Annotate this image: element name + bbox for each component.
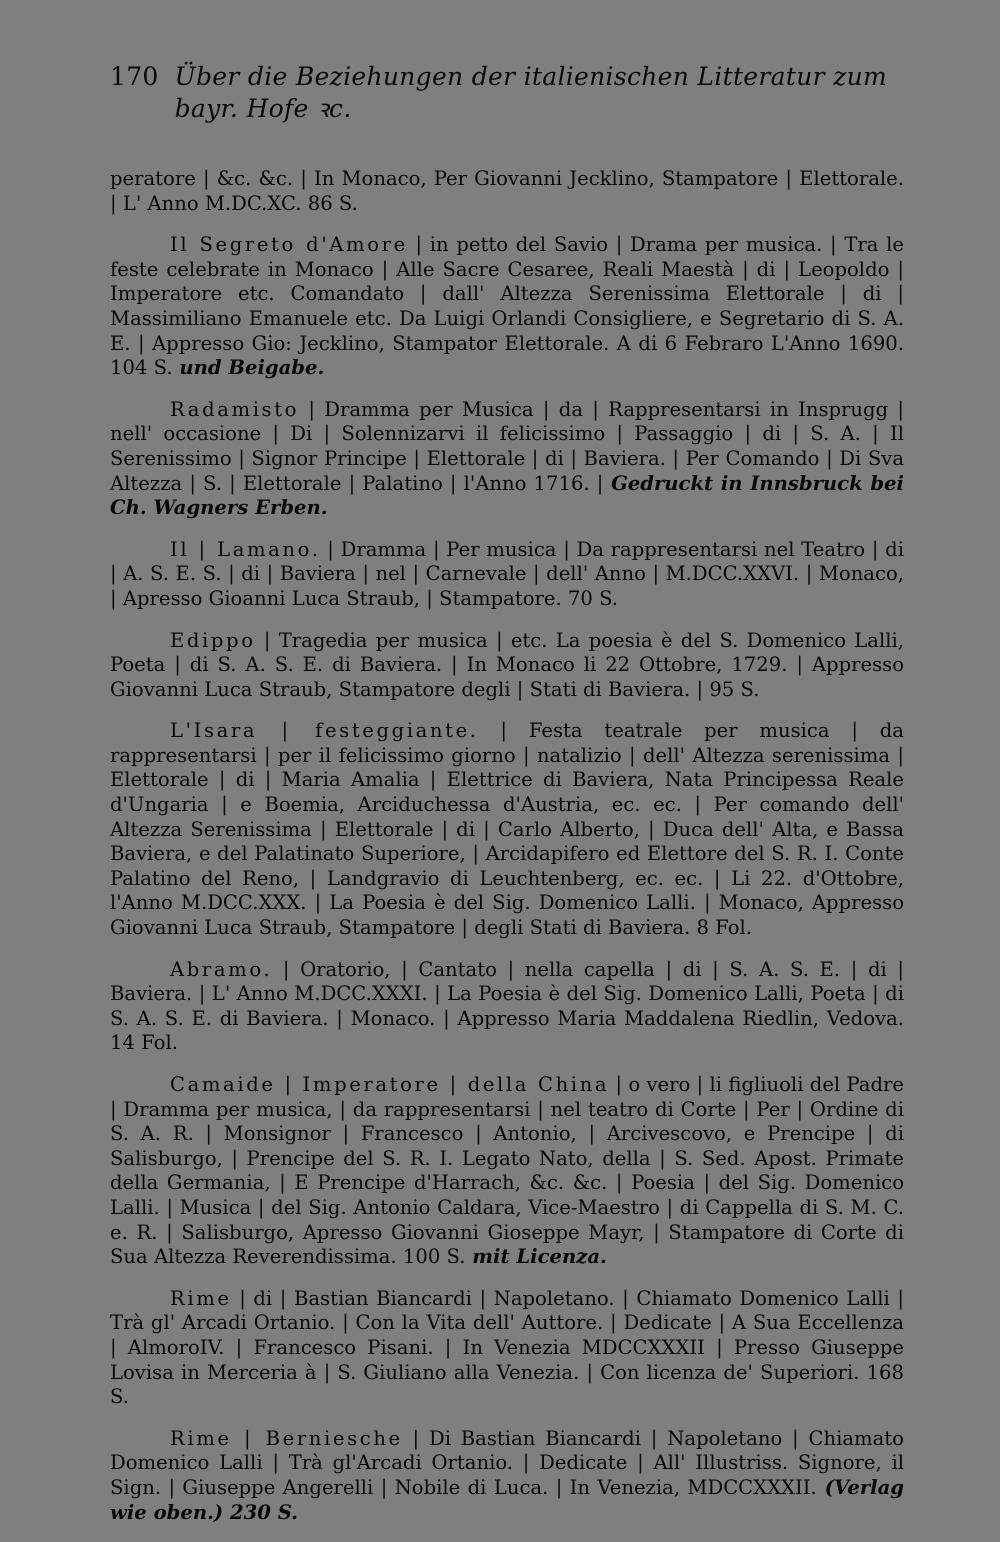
running-head [110, 62, 904, 125]
entry-title: Abramo. [170, 957, 273, 981]
entry-edippo [110, 629, 904, 703]
entry-title: Il | Lamano. [170, 537, 321, 561]
entry-segreto-amore [110, 233, 904, 381]
entry-title: Radamisto [170, 397, 300, 421]
entry-note: und Beigabe. [172, 356, 325, 380]
page-number: 170 [110, 62, 159, 91]
entry-text: | Festa teatrale per musica | da rappresentarsi | per il felicissimo giorno | natalizio | dell' Altezza serenissima | Elettorale | di | Maria Amalia | Elettrice di Baviera, Nata Principessa Reale d'Ungaria | e Boemia, Arciduchessa d'Austria, ec. ec. | Per comando dell' Altezza Serenissima | Elettorale | di | Carlo Alberto, | Duca dell' Alta, e Bassa Baviera, e del Palatinato Superiore, | Arcidapifero ed Elettore del S. R. I. Conte Palatino del Reno, | Landgravio di Leuchtenberg, ec. ec. | Li 22. d'Ottobre, l'Anno M.DCC.XXX. | La Poesia è del Sig. Domenico Lalli. | Monaco, Appresso Giovanni Luca Straub, Stampatore | degli Stati di Baviera. 8 Fol. [110, 719, 904, 940]
entry-text: | in petto del Savio | Drama per musica. | Tra le feste celebrate in Monaco | Alle Sacre Cesaree, Reali Maestà | di | Leopoldo | Imperatore etc. Comandato | dall' Altezza Serenissima Elettorale | di | Massimiliano Emanuele etc. Da Luigi Orlandi Consigliere, e Segretario di S. A. E. | Appresso Gio: Jecklino, Stampator Elettorale. A di 6 Febraro L'Anno 1690. 104 S. [110, 233, 904, 380]
entry-text: | Di Bastian Biancardi | Napoletano | Chiamato Domenico Lalli | Trà gl'Arcadi Ortanio. | Dedicate | All' Illustriss. Signore, il Sign. | Giuseppe Angerelli | Nobile di Luca. | In Venezia, MDCCXXXII. [110, 1426, 904, 1499]
entry-title: Il Segreto d'Amore [170, 233, 408, 257]
entry-text: | Dramma | Per musica | Da rappresentarsi nel Teatro | di | A. S. E. S. | di | Baviera | nel | Carnevale | dell' Anno | M.DCC.XXVI. | Monaco, | Apresso Gioanni Luca Straub, | Stampatore. 70 S. [110, 537, 904, 610]
entry-title: Camaide | Imperatore | della China [170, 1073, 610, 1096]
entry-title: Rime [170, 1286, 232, 1310]
entry-title: Edippo [170, 628, 256, 652]
entry-text: | di | Bastian Biancardi | Napoletano. | Chiamato Domenico Lalli | Trà gl' Arcadi Ortanio. | Con la Vita dell' Auttore. | Dedicate | A Sua Eccellenza | AlmoroIV. | Francesco Pisani. | In Venezia MDCCXXXII | Presso Giuseppe Lovisa in Merceria à | S. Giuliano alla Venezia. | Con licenza de' Superiori. 168 S. [110, 1286, 904, 1409]
entry-title: Rime | Berniesche [170, 1426, 403, 1450]
entry-continuation [110, 167, 904, 216]
entry-radamisto [110, 398, 904, 521]
entry-lamano [110, 538, 904, 612]
entry-text: peratore | &c. &c. | In Monaco, Per Giovanni Jecklino, Stampatore | Elettorale. | L' Anno M.DC.XC. 86 S. [110, 167, 904, 215]
running-title: Über die Beziehungen der italienischen Litteratur zum bayr. Hofe ꝛc. [174, 62, 887, 123]
entry-note: (Verlag wie oben.) 230 S. [110, 1475, 904, 1524]
entry-abramo [110, 958, 904, 1056]
entry-text: | Tragedia per musica | etc. La poesia è del S. Domenico Lalli, Poeta | di S. A. S. E. di Baviera. | In Monaco li 22 Ottobre, 1729. | Appresso Giovanni Luca Straub, Stampatore degli | Stati di Baviera. | 95 S. [110, 628, 904, 701]
entry-rime [110, 1287, 904, 1410]
entry-isara [110, 719, 904, 940]
entry-title: L'Isara | festeggiante. [170, 719, 479, 743]
entry-text: | Dramma per Musica | da | Rappresentarsi in Insprugg | nell' occasione | Di | Solennizarvi il felicissimo | Passaggio | di | S. A. | Il Serenissimo | Signor Principe | Elettorale | di | Baviera. | Per Comando | Di Sva Altezza | S. | Elettorale | Palatino | l'Anno 1716. | [110, 397, 904, 495]
entry-note: mit Licenza. [465, 1245, 607, 1269]
entry-camaide [110, 1073, 904, 1270]
entry-text: | o vero | li figliuoli del Padre | Dramma per musica, | da rappresentarsi | nel teatro di Corte | Per | Ordine di S. A. R. | Monsignor | Francesco | Antonio, | Arcivescovo, e Prencipe | di Salisburgo, | Prencipe del S. R. I. Legato Nato, della | S. Sed. Apost. Primate della Germania, | E Prencipe d'Harrach, &c. &c. | Poesia | del Sig. Domenico Lalli. | Musica | del Sig. Antonio Caldara, Vice-Maestro | di Cappella di S. M. C. e. R. | Salisburgo, Apresso Giovanni Gioseppe Mayr, | Stampatore di Corte di Sua Altezza Reverendissima. 100 S. [110, 1073, 904, 1269]
entry-note: Gedruckt in Innsbruck bei Ch. Wagners Erben. [110, 471, 904, 520]
entry-text: | Oratorio, | Cantato | nella capella | di | S. A. S. E. | di | Baviera. | L' Anno M.DCC.XXXI. | La Poesia è del Sig. Domenico Lalli, Poeta | di S. A. S. E. di Baviera. | Monaco. | Appresso Maria Maddalena Riedlin, Vedova. 14 Fol. [110, 957, 904, 1055]
entry-rime-berniesche [110, 1427, 904, 1525]
